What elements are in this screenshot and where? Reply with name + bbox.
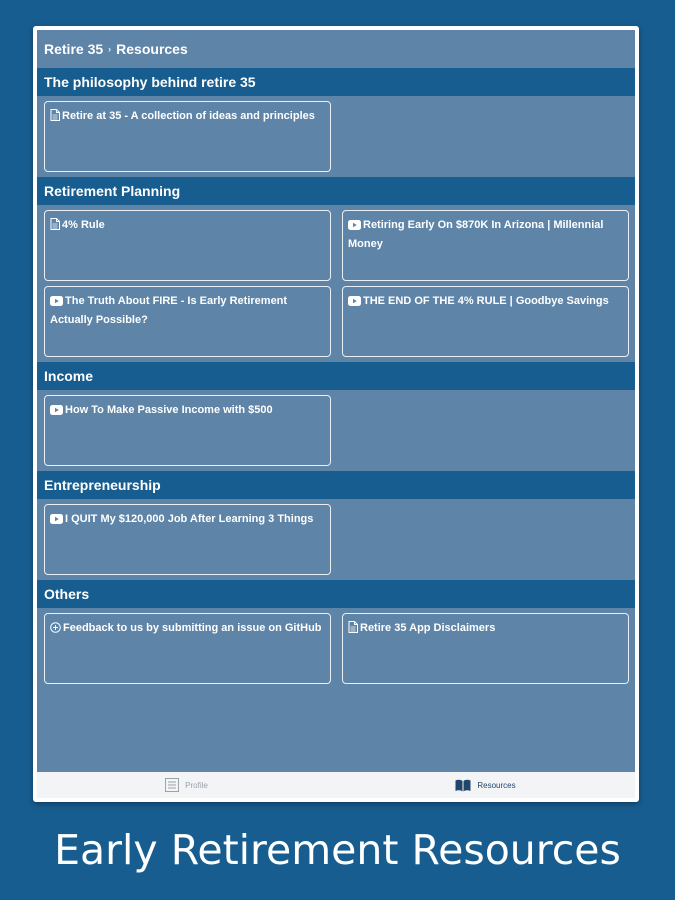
section-header-income: Income	[37, 362, 635, 390]
resource-card[interactable]	[44, 504, 331, 575]
tab-profile[interactable]	[37, 772, 336, 798]
resource-card[interactable]	[342, 210, 629, 281]
resource-card[interactable]	[44, 210, 331, 281]
resource-card-label: 4% Rule	[62, 219, 105, 231]
document-icon	[50, 218, 60, 236]
tab-resources[interactable]	[336, 772, 635, 798]
resource-card-label: Retire at 35 - A collection of ideas and principles	[62, 110, 315, 122]
breadcrumb-root[interactable]: Retire 35	[44, 41, 104, 57]
video-icon	[50, 295, 63, 312]
resource-card[interactable]	[44, 395, 331, 466]
resource-card-label: THE END OF THE 4% RULE | Goodbye Savings	[363, 295, 609, 307]
section-grid-income	[37, 390, 635, 471]
resource-card-label: How To Make Passive Income with $500	[65, 404, 273, 416]
bottom-tab-bar	[37, 772, 635, 798]
section-grid-entrepreneurship	[37, 499, 635, 580]
breadcrumb-current: Resources	[116, 41, 188, 57]
resource-card[interactable]	[342, 286, 629, 357]
tab-resources-label: Resources	[477, 780, 516, 790]
section-grid-others	[37, 608, 635, 689]
resource-card-label: Retiring Early On $870K In Arizona | Millennial Money	[348, 219, 604, 250]
resource-card[interactable]	[342, 613, 629, 684]
resource-card-label: Feedback to us by submitting an issue on GitHub	[63, 622, 322, 634]
video-icon	[50, 404, 63, 421]
video-icon	[50, 513, 63, 530]
video-icon	[348, 219, 361, 236]
breadcrumb-separator: ›	[108, 44, 112, 54]
section-header-others: Others	[37, 580, 635, 608]
breadcrumb	[37, 30, 635, 68]
document-icon	[50, 109, 60, 127]
resource-card-label: I QUIT My $120,000 Job After Learning 3 Things	[65, 513, 314, 525]
plus-circle-icon	[50, 622, 61, 639]
section-grid-philosophy	[37, 96, 635, 177]
promo-caption: Early Retirement Resources	[54, 826, 621, 874]
section-header-philosophy: The philosophy behind retire 35	[37, 68, 635, 96]
section-header-retirement-planning: Retirement Planning	[37, 177, 635, 205]
tab-profile-label: Profile	[185, 780, 208, 790]
resource-card[interactable]	[44, 613, 331, 684]
video-icon	[348, 295, 361, 312]
profile-list-icon	[165, 778, 179, 792]
document-icon	[348, 621, 358, 639]
app-screen	[37, 30, 635, 772]
resource-card[interactable]	[44, 286, 331, 357]
book-icon	[455, 779, 471, 792]
section-grid-retirement-planning	[37, 205, 635, 362]
resource-card-label: The Truth About FIRE - Is Early Retirement Actually Possible?	[50, 295, 288, 326]
device-frame	[33, 26, 639, 802]
resource-card-label: Retire 35 App Disclaimers	[360, 622, 496, 634]
resource-card[interactable]	[44, 101, 331, 172]
section-header-entrepreneurship: Entrepreneurship	[37, 471, 635, 499]
